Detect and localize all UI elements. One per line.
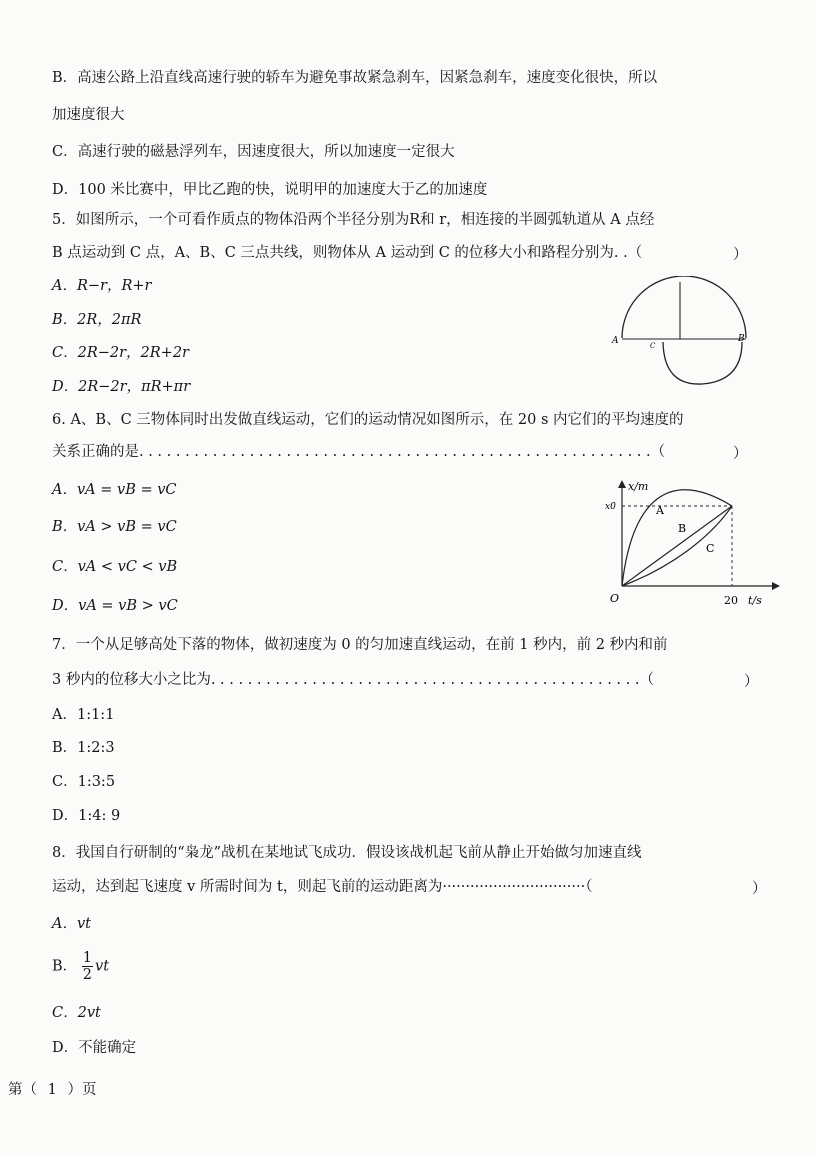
q7-stem-line2: 3 秒内的位移大小之比为. . . . . . . . . . . . . . . . . . . . . . . . . . . . . . . . . . . . . . . . . . . . . . .（ <box>52 672 654 688</box>
label-a: A <box>612 336 619 346</box>
q8-option-b-prefix: B． <box>52 958 78 975</box>
q8-option-b-tail: vt <box>95 958 110 975</box>
q5-option-c: C．2R−2r，2R+2r <box>52 345 189 361</box>
small-semicircle-arc <box>663 342 742 384</box>
q4-option-d: D．100 米比赛中，甲比乙跑的快，说明甲的加速度大于乙的加速度 <box>52 182 488 198</box>
origin-label: O <box>610 592 620 605</box>
x-axis-arrow <box>772 582 780 590</box>
q6-answer-paren: ） <box>733 446 748 462</box>
q7-answer-paren: ） <box>744 674 759 690</box>
x0-label: x0 <box>605 502 616 512</box>
page-footer <box>8 1078 96 1099</box>
q8-option-b <box>52 950 109 983</box>
label-b: B <box>738 334 745 344</box>
q8-option-c: C．2vt <box>52 1005 101 1021</box>
q7-option-b: B．1:2:3 <box>52 740 115 756</box>
curve-b <box>622 506 732 586</box>
q5-option-d: D．2R−2r，πR+πr <box>52 379 191 395</box>
footer-prefix: 第（ <box>8 1082 37 1098</box>
q6-stem-line2: 关系正确的是. . . . . . . . . . . . . . . . . . . . . . . . . . . . . . . . . . . . . . . . . . . . . . . . . . . . . . . .（ <box>52 444 666 460</box>
q8-option-a: A．vt <box>52 916 91 932</box>
x-axis-label: t/s <box>748 594 762 607</box>
q5-option-b: B．2R，2πR <box>52 312 142 328</box>
q5-stem-line1: 5．如图所示，一个可看作质点的物体沿两个半径分别为R和 r，相连接的半圆弧轨道从 A 点经 <box>52 212 655 228</box>
q6-option-c: C．vA < vC < vB <box>52 559 178 575</box>
fraction-numerator: 1 <box>82 950 92 966</box>
q7-option-a: A．1:1:1 <box>52 707 115 723</box>
one-half-fraction <box>82 950 93 983</box>
q6-xt-graph <box>600 478 800 608</box>
curve-b-label: B <box>678 522 687 535</box>
q7-stem-line1: 7．一个从足够高处下落的物体，做初速度为 0 的匀加速直线运动，在前 1 秒内，前 2 秒内和前 <box>52 637 668 653</box>
big-semicircle-arc <box>622 276 746 338</box>
label-c: C <box>650 342 656 350</box>
curve-a <box>622 490 732 586</box>
t20-label: 20 <box>724 594 738 607</box>
q6-stem-line1: 6. A、B、C 三物体同时出发做直线运动，它们的运动情况如图所示，在 20 s 内它们的平均速度的 <box>52 412 684 428</box>
q4-option-c: C．高速行驶的磁悬浮列车，因速度很大，所以加速度一定很大 <box>52 144 455 160</box>
q8-option-d: D．不能确定 <box>52 1040 137 1056</box>
footer-suffix: ）页 <box>67 1082 97 1098</box>
q5-option-a: A．R−r，R+r <box>52 278 152 294</box>
q5-arc-figure <box>610 276 770 391</box>
q8-stem-line2: 运动，达到起飞速度 v 所需时间为 t，则起飞前的运动距离为·······························（ <box>52 879 593 895</box>
q8-answer-paren: ） <box>752 881 767 897</box>
q8-stem-line1: 8．我国自行研制的“枭龙”战机在某地试飞成功．假设该战机起飞前从静止开始做匀加速直线 <box>52 845 642 861</box>
q6-option-b: B．vA > vB = vC <box>52 519 177 535</box>
q5-stem-line2: B 点运动到 C 点，A、B、C 三点共线，则物体从 A 运动到 C 的位移大小和路程分别为. .（ <box>52 245 643 261</box>
q4-option-b-line2: 加速度很大 <box>52 107 125 123</box>
y-axis-arrow <box>618 480 626 488</box>
footer-page-number: 1 <box>47 1082 57 1098</box>
fraction-denominator: 2 <box>82 967 92 983</box>
q6-option-d: D．vA = vB > vC <box>52 598 178 614</box>
q5-answer-paren: ） <box>733 247 748 263</box>
q4-option-b-line1: B．高速公路上沿直线高速行驶的轿车为避免事故紧急刹车，因紧急刹车，速度变化很快，所以 <box>52 70 658 86</box>
curve-c-label: C <box>706 542 715 555</box>
q6-option-a: A．vA = vB = vC <box>52 482 177 498</box>
curve-a-label: A <box>656 504 664 517</box>
q7-option-c: C．1:3:5 <box>52 774 116 790</box>
q7-option-d: D．1:4: 9 <box>52 808 121 824</box>
y-axis-label: x/m <box>628 480 649 493</box>
